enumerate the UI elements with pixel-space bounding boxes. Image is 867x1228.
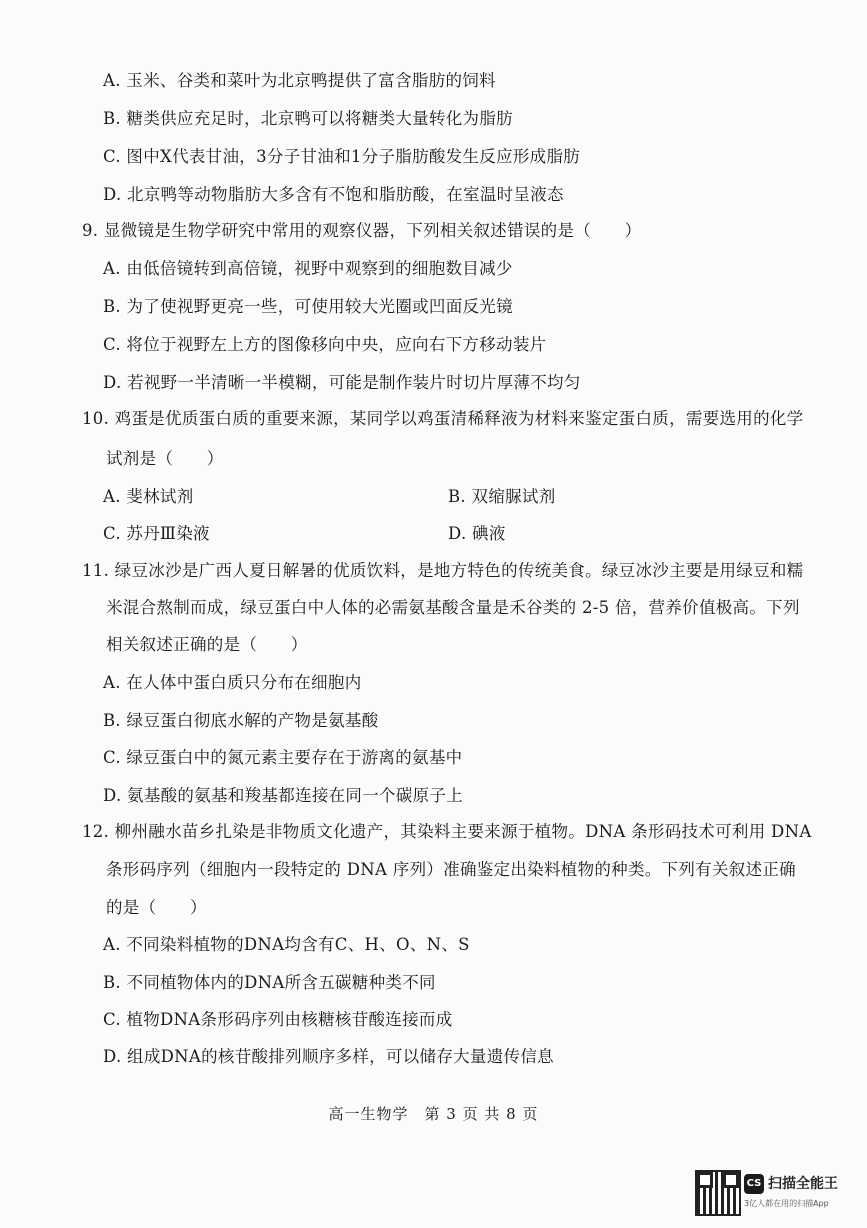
- q10-option-b: B. 双缩脲试剂: [448, 487, 556, 506]
- q12-stem-line2: 条形码序列（细胞内一段特定的 DNA 序列）准确鉴定出染料植物的种类。下列有关叙述正确: [106, 860, 796, 879]
- q11-option-c: C. 绿豆蛋白中的氮元素主要存在于游离的氨基中: [103, 748, 463, 767]
- q10-stem-line2: 试剂是（ ）: [106, 449, 224, 468]
- q8-option-b: B. 糖类供应充足时，北京鸭可以将糖类大量转化为脂肪: [103, 109, 513, 128]
- q11-option-b: B. 绿豆蛋白彻底水解的产物是氨基酸: [103, 711, 379, 730]
- q8-option-d: D. 北京鸭等动物脂肪大多含有不饱和脂肪酸，在室温时呈液态: [103, 185, 564, 204]
- q11-stem-line3: 相关叙述正确的是（ ）: [106, 635, 308, 654]
- camscanner-logo: CS: [744, 1174, 764, 1194]
- camscanner-tagline: 3亿人都在用的扫描App: [744, 1199, 829, 1208]
- qr-code-icon: [695, 1170, 741, 1216]
- q10-stem-line1: 10. 鸡蛋是优质蛋白质的重要来源，某同学以鸡蛋清稀释液为材料来鉴定蛋白质，需要选用的化学: [82, 409, 804, 428]
- q9-option-c: C. 将位于视野左上方的图像移向中央，应向右下方移动装片: [103, 335, 547, 354]
- q8-option-c: C. 图中X代表甘油，3分子甘油和1分子脂肪酸发生反应形成脂肪: [103, 147, 581, 166]
- q12-stem-line1: 12. 柳州融水苗乡扎染是非物质文化遗产，其染料主要来源于植物。DNA 条形码技术可利用 DNA: [82, 822, 812, 841]
- page-footer: 高一生物学 第 3 页 共 8 页: [328, 1105, 539, 1123]
- q11-stem-line1: 11. 绿豆冰沙是广西人夏日解暑的优质饮料，是地方特色的传统美食。绿豆冰沙主要是用绿豆和糯: [82, 561, 804, 580]
- q9-option-d: D. 若视野一半清晰一半模糊，可能是制作装片时切片厚薄不均匀: [103, 373, 581, 392]
- q9-option-a: A. 由低倍镜转到高倍镜，视野中观察到的细胞数目减少: [103, 259, 513, 278]
- q12-stem-line3: 的是（ ）: [106, 898, 207, 917]
- q11-option-a: A. 在人体中蛋白质只分布在细胞内: [103, 673, 362, 692]
- q12-option-a: A. 不同染料植物的DNA均含有C、H、O、N、S: [103, 935, 470, 954]
- q10-option-d: D. 碘液: [448, 524, 506, 543]
- q11-stem-line2: 米混合熬制而成，绿豆蛋白中人体的必需氨基酸含量是禾谷类的 2-5 倍，营养价值极高。下列: [106, 598, 800, 617]
- q9-stem: 9. 显微镜是生物学研究中常用的观察仪器，下列相关叙述错误的是（ ）: [82, 221, 642, 240]
- q12-option-b: B. 不同植物体内的DNA所含五碳糖种类不同: [103, 973, 436, 992]
- q9-option-b: B. 为了使视野更亮一些，可使用较大光圈或凹面反光镜: [103, 297, 513, 316]
- q11-option-d: D. 氨基酸的氨基和羧基都连接在同一个碳原子上: [103, 786, 464, 805]
- q12-option-d: D. 组成DNA的核苷酸排列顺序多样，可以储存大量遗传信息: [103, 1047, 554, 1066]
- q10-option-c: C. 苏丹Ⅲ染液: [103, 524, 210, 543]
- camscanner-name: 扫描全能王: [768, 1176, 838, 1192]
- q10-option-a: A. 斐林试剂: [103, 487, 194, 506]
- q8-option-a: A. 玉米、谷类和菜叶为北京鸭提供了富含脂肪的饲料: [103, 71, 496, 90]
- q12-option-c: C. 植物DNA条形码序列由核糖核苷酸连接而成: [103, 1010, 453, 1029]
